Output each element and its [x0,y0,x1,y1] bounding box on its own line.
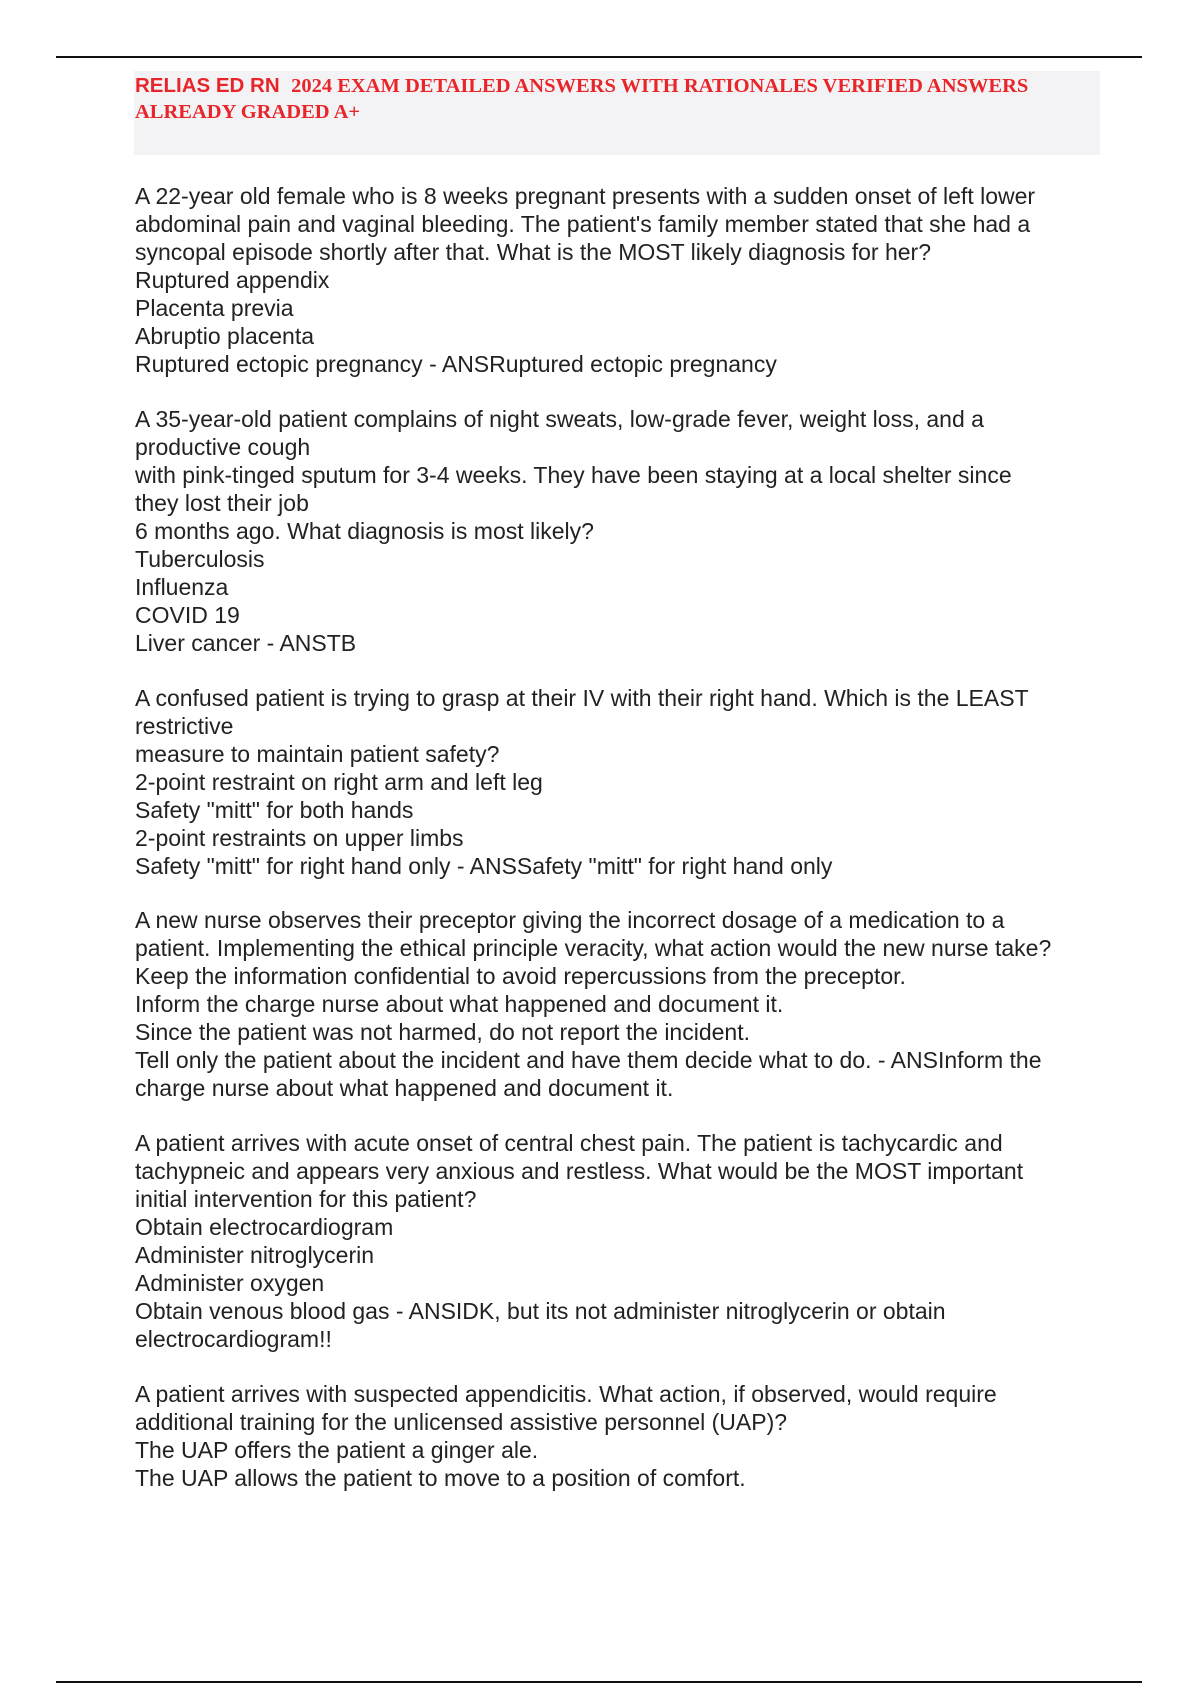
question-line: Tell only the patient about the incident and have them decide what to do. - ANSInform the [135,1047,1042,1074]
question-block [135,906,1135,1102]
top-rule [56,56,1142,58]
question-line: Since the patient was not harmed, do not report the incident. [135,1019,750,1046]
question-line: measure to maintain patient safety? [135,740,500,767]
question-line: Abruptio placenta [135,323,315,349]
question-line: initial intervention for this patient? [135,1186,477,1213]
question-line: Keep the information confidential to avoid repercussions from the preceptor. [135,963,906,990]
question-line: with pink-tinged sputum for 3-4 weeks. They have been staying at a local shelter since [135,461,1012,488]
question-line: A patient arrives with acute onset of central chest pain. The patient is tachycardic and [135,1130,1003,1157]
question-line: Ruptured appendix [135,267,330,293]
question-line: Influenza [135,573,229,600]
question-line: Liver cancer - ANSTB [135,629,357,656]
question-line: COVID 19 [135,601,240,628]
question-line: 2-point restraints on upper limbs [135,824,464,851]
question-block [135,1129,1135,1353]
title-main: 2024 EXAM DETAILED ANSWERS WITH RATIONALES VERIFIED ANSWERS ALREADY GRADED A+ [135,75,1029,123]
question-line: Obtain electrocardiogram [135,1214,394,1241]
question-line: A confused patient is trying to grasp at their IV with their right hand. Which is the LEAST [135,684,1029,711]
question-line: A 22-year old female who is 8 weeks pregnant presents with a sudden onset of left lower [135,183,1036,209]
question-line: The UAP allows the patient to move to a position of comfort. [135,1464,746,1491]
question-block [135,182,1135,378]
question-line: abdominal pain and vaginal bleeding. The patient's family member stated that she had a [135,211,1031,237]
question-line: Administer oxygen [135,1270,325,1297]
question-line: patient. Implementing the ethical principle veracity, what action would the new nurse take? [135,935,1052,962]
bottom-rule [56,1681,1142,1683]
question-line: A 35-year-old patient complains of night sweats, low-grade fever, weight loss, and a [135,405,984,432]
question-line: Ruptured ectopic pregnancy - ANSRuptured ectopic pregnancy [135,351,777,377]
question-line: tachypneic and appears very anxious and restless. What would be the MOST important [135,1158,1024,1185]
question-list [135,182,1135,1519]
question-block [135,405,1135,657]
question-line: syncopal episode shortly after that. What is the MOST likely diagnosis for her? [135,239,932,265]
question-block [135,1380,1135,1492]
question-line: restrictive [135,712,234,739]
question-line: charge nurse about what happened and document it. [135,1075,674,1102]
question-line: 2-point restraint on right arm and left leg [135,768,543,795]
question-line: Safety "mitt" for both hands [135,796,414,823]
question-line: additional training for the unlicensed assistive personnel (UAP)? [135,1408,788,1435]
question-line: 6 months ago. What diagnosis is most likely? [135,517,594,544]
question-line: Tuberculosis [135,545,265,572]
question-line: Obtain venous blood gas - ANSIDK, but its not administer nitroglycerin or obtain [135,1298,946,1325]
document-title [135,73,1055,125]
question-line: productive cough [135,433,311,460]
question-line: The UAP offers the patient a ginger ale. [135,1436,539,1463]
question-line: Administer nitroglycerin [135,1242,375,1269]
question-line: A patient arrives with suspected appendicitis. What action, if observed, would require [135,1380,997,1407]
question-block [135,684,1135,880]
question-line: A new nurse observes their preceptor giving the incorrect dosage of a medication to a [135,907,1005,934]
question-line: electrocardiogram!! [135,1326,332,1353]
question-line: Inform the charge nurse about what happened and document it. [135,991,784,1018]
question-line: Safety "mitt" for right hand only - ANSSafety "mitt" for right hand only [135,852,833,879]
question-line: they lost their job [135,489,309,516]
title-prefix: RELIAS ED RN [135,74,280,97]
question-line: Placenta previa [135,295,294,321]
